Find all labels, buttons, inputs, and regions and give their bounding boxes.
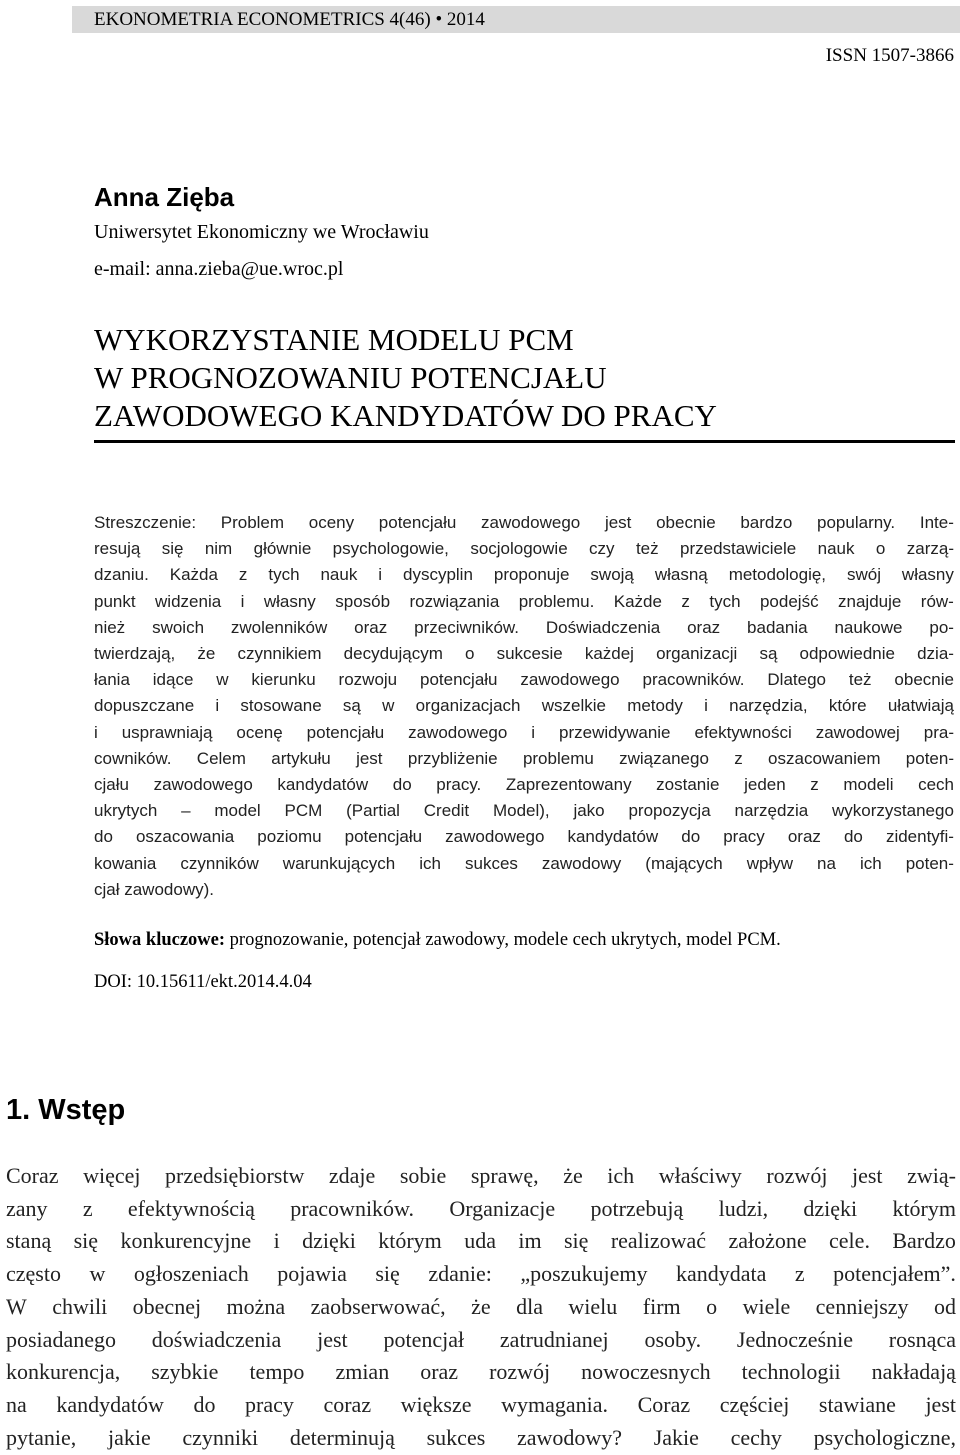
body-line: staną się konkurencyjne i dzięki którym uda im się realizować założone cele. Bardzo xyxy=(6,1228,956,1254)
doi: DOI: 10.15611/ekt.2014.4.04 xyxy=(94,972,312,992)
body-line: zany z efektywnością pracowników. Organizacje potrzebują ludzi, dzięki którym xyxy=(6,1195,956,1221)
abstract-line: cowników. Celem artykułu jest przybliżenie problemu związanego z oszacowaniem poten- xyxy=(94,748,954,768)
keywords-text: prognozowanie, potencjał zawodowy, modele cech ukrytych, model PCM. xyxy=(225,930,781,950)
abstract-line: dopuszczane i stosowane są w organizacjach wszelkie metody i narzędzia, które ułatwiają xyxy=(94,696,954,716)
title-line: W PROGNOZOWANIU POTENCJAŁU xyxy=(94,360,607,395)
abstract-line: twierdzają, że czynnikiem decydującym o sukcesie każdej organizacji są odpowiednie dzia- xyxy=(94,644,954,664)
abstract-line: resują się nim głównie psychologowie, socjologowie czy też przedstawiciele nauk o zarzą- xyxy=(94,539,954,559)
abstract xyxy=(94,510,954,903)
title-line: WYKORZYSTANIE MODELU PCM xyxy=(94,322,574,357)
section-body xyxy=(6,1160,956,1454)
abstract-line: łania idące w kierunku rozwoju potencjału zawodowego pracowników. Dlatego też obecnie xyxy=(94,670,954,690)
abstract-line: do oszacowania poziomu potencjału zawodowego kandydatów do pracy oraz do zidentyfi- xyxy=(94,827,954,847)
abstract-line: punkt widzenia i własny sposób rozwiązania problemu. Każde z tych podejść znajduje rów- xyxy=(94,591,954,611)
body-line: W chwili obecnej można zaobserwować, że dla wielu firm o wiele cenniejszy od xyxy=(6,1293,956,1319)
title-line: ZAWODOWEGO KANDYDATÓW DO PRACY xyxy=(94,398,717,433)
abstract-line: Streszczenie: Problem oceny potencjału zawodowego jest obecnie bardzo popularny. Inte- xyxy=(94,513,954,532)
abstract-line: dzaniu. Każda z tych nauk i dyscyplin proponuje swoją własną metodologię, swój własny xyxy=(94,565,954,585)
article-title xyxy=(94,321,944,435)
author-email: e-mail: anna.zieba@ue.wroc.pl xyxy=(94,258,344,280)
author-affiliation: Uniwersytet Ekonomiczny we Wrocławiu xyxy=(94,221,429,243)
abstract-line: cjał zawodowy). xyxy=(94,879,214,899)
abstract-line: i usprawniają ocenę potencjału zawodowego i przewidywanie efektywności zawodowej pra- xyxy=(94,722,954,742)
abstract-line: cjału zawodowego kandydatów do pracy. Zaprezentowany zostanie jeden z modeli cech xyxy=(94,775,954,795)
body-line: Coraz więcej przedsiębiorstw zdaje sobie sprawę, że ich właściwy rozwój jest zwią- xyxy=(6,1163,956,1188)
body-line: posiadanego doświadczenia jest potencjał zatrudnianej osoby. Jednocześnie rosnąca xyxy=(6,1326,956,1352)
journal-title: EKONOMETRIA ECONOMETRICS 4(46) • 2014 xyxy=(94,9,485,30)
body-line: pytanie, jakie czynniki determinują sukces zawodowy? Jakie cechy psychologiczne, xyxy=(6,1424,956,1450)
keywords xyxy=(94,930,781,951)
section-heading: 1. Wstęp xyxy=(6,1094,126,1126)
author-name: Anna Zięba xyxy=(94,182,235,212)
abstract-line: nież swoich zwolenników oraz przeciwników. Doświadczenia oraz badania naukowe po- xyxy=(94,617,954,637)
keywords-label: Słowa kluczowe: xyxy=(94,930,226,950)
body-line: na kandydatów do pracy coraz większe wymagania. Coraz częściej stawiane jest xyxy=(6,1391,956,1417)
title-divider xyxy=(94,440,955,443)
body-line: często w ogłoszeniach pojawia się zdanie: „poszukujemy kandydata z potencjałem”. xyxy=(6,1261,956,1287)
issn: ISSN 1507-3866 xyxy=(825,45,954,66)
abstract-line: kowania czynników warunkujących ich sukces zawodowy (mających wpływ na ich poten- xyxy=(94,853,954,873)
abstract-line: ukrytych – model PCM (Partial Credit Model), jako propozycja narzędzia wykorzystanego xyxy=(94,801,954,821)
body-line: konkurencja, szybkie tempo zmian oraz rozwój nowoczesnych technologii nakładają xyxy=(6,1359,956,1385)
